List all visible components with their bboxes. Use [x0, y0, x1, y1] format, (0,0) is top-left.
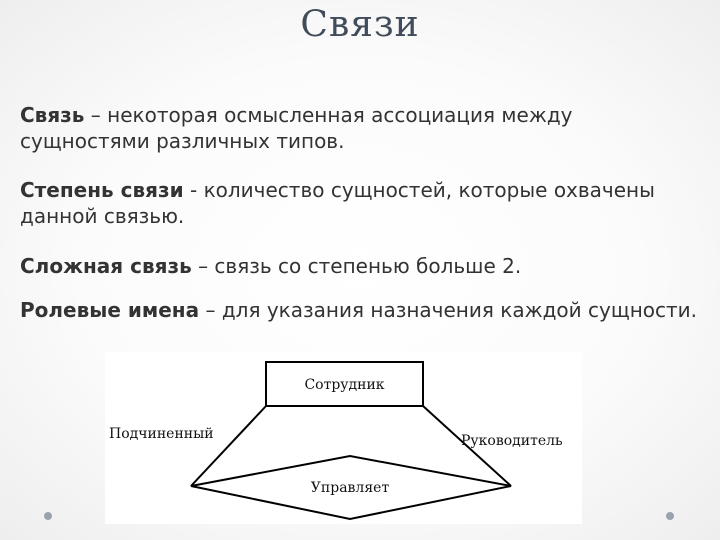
definition-relationship [20, 102, 700, 154]
definition-text: – некоторая осмысленная ассоциация между сущностями различных типов. [20, 103, 573, 153]
definition-text: - количество сущностей, которые охвачены данной связью. [20, 178, 655, 228]
role-label-right: Руководитель [461, 433, 563, 449]
definition-degree [20, 177, 700, 229]
relationship-label: Управляет [310, 480, 390, 496]
entity-label: Сотрудник [304, 377, 385, 393]
decorative-dot-right [666, 512, 674, 520]
term-degree: Степень связи [20, 178, 184, 202]
slide-title: Связи [300, 4, 420, 45]
definition-role-names [20, 297, 700, 323]
definition-complex-relationship [20, 253, 700, 279]
definition-text: – связь со степенью больше 2. [191, 254, 522, 278]
term-role-names: Ролевые имена [20, 298, 200, 322]
term-relationship: Связь [20, 103, 85, 127]
role-label-left: Подчиненный [109, 426, 214, 442]
decorative-dot-left [44, 512, 52, 520]
definition-text: – для указания назначения каждой сущности. [199, 298, 698, 322]
term-complex-relationship: Сложная связь [20, 254, 192, 278]
er-diagram [105, 352, 582, 524]
